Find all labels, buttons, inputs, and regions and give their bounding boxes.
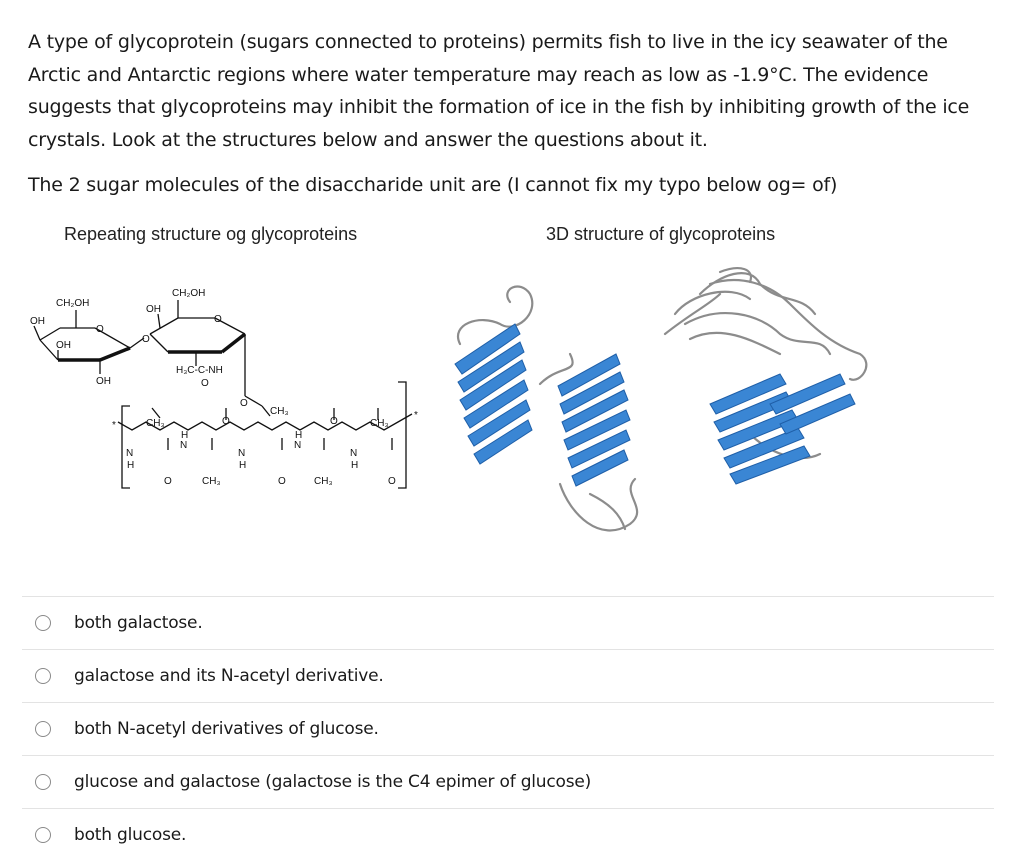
question-figure [0, 218, 1024, 558]
nitrogen-label: N [350, 448, 358, 459]
answer-option[interactable] [22, 755, 994, 808]
acetamido-oxygen-label: O [201, 378, 209, 389]
hydrogen-label: H [127, 460, 135, 471]
answer-option[interactable] [22, 808, 994, 861]
protein-ribbon-structures [420, 254, 870, 564]
answer-option[interactable] [22, 596, 994, 649]
nitrogen-label: N [126, 448, 134, 459]
hydrogen-label: H [351, 460, 359, 471]
answer-option-label[interactable]: glucose and galactose (galactose is the C4 epimer of glucose) [74, 772, 592, 792]
oh-label: OH [146, 304, 161, 315]
radio-button[interactable] [35, 668, 51, 684]
carbonyl-oxygen-label: O [222, 416, 230, 427]
answer-option[interactable] [22, 702, 994, 755]
methyl-label: CH₃ [370, 418, 389, 429]
methyl-label: CH₃ [270, 406, 289, 417]
polymer-end-label: * [414, 410, 418, 421]
carbonyl-oxygen-label: O [330, 416, 338, 427]
methyl-label: CH₃ [146, 418, 165, 429]
answer-option-label[interactable]: galactose and its N-acetyl derivative. [74, 666, 384, 686]
radio-button[interactable] [35, 774, 51, 790]
radio-button[interactable] [35, 615, 51, 631]
question-line: A type of glycoprotein (sugars connected to proteins) permits fish to live in the icy seawater of the [28, 31, 948, 53]
ring-oxygen-label: O [96, 324, 104, 335]
hydrogen-label: H [295, 430, 303, 441]
hydrogen-label: H [239, 460, 247, 471]
methyl-label: CH₃ [202, 476, 221, 487]
answer-option-label[interactable]: both galactose. [74, 613, 203, 633]
radio-button[interactable] [35, 827, 51, 843]
disaccharide-structure-diagram [0, 256, 440, 556]
nitrogen-label: N [238, 448, 246, 459]
answer-option[interactable] [22, 649, 994, 702]
answer-options [22, 596, 994, 861]
answer-option-label[interactable]: both glucose. [74, 825, 187, 845]
methyl-label: CH₃ [314, 476, 333, 487]
radio-button[interactable] [35, 721, 51, 737]
right-figure-title: 3D structure of glycoproteins [546, 224, 776, 244]
carbonyl-oxygen-label: O [388, 476, 396, 487]
oh-label: OH [30, 316, 45, 327]
question-line: Arctic and Antarctic regions where water temperature may reach as low as -1.9°C. The evidence [28, 63, 929, 86]
question-line: crystals. Look at the structures below and answer the questions about it. [28, 128, 708, 151]
linker-oxygen-label: O [240, 398, 248, 409]
left-figure-title: Repeating structure og glycoproteins [64, 224, 358, 244]
sub-question: The 2 sugar molecules of the disaccharide unit are (I cannot fix my typo below og= of) [28, 174, 838, 196]
nitrogen-label: N [180, 440, 188, 451]
answer-option-label[interactable]: both N-acetyl derivatives of glucose. [74, 719, 379, 739]
nitrogen-label: N [294, 440, 302, 451]
acetamido-label: H₃C-C-NH [176, 365, 223, 376]
hydrogen-label: H [181, 430, 189, 441]
ch2oh-label: CH₂OH [56, 298, 90, 309]
oh-label: OH [96, 376, 111, 387]
ch2oh-label: CH₂OH [172, 288, 206, 299]
glycosidic-oxygen-label: O [142, 334, 150, 345]
carbonyl-oxygen-label: O [278, 476, 286, 487]
ring-oxygen-label: O [214, 314, 222, 325]
carbonyl-oxygen-label: O [164, 476, 172, 487]
oh-label: OH [56, 340, 71, 351]
question-text [28, 26, 998, 156]
polymer-end-label: * [112, 420, 116, 431]
question-line: suggests that glycoproteins may inhibit the formation of ice in the fish by inhibiting growth of the ice [28, 96, 970, 118]
